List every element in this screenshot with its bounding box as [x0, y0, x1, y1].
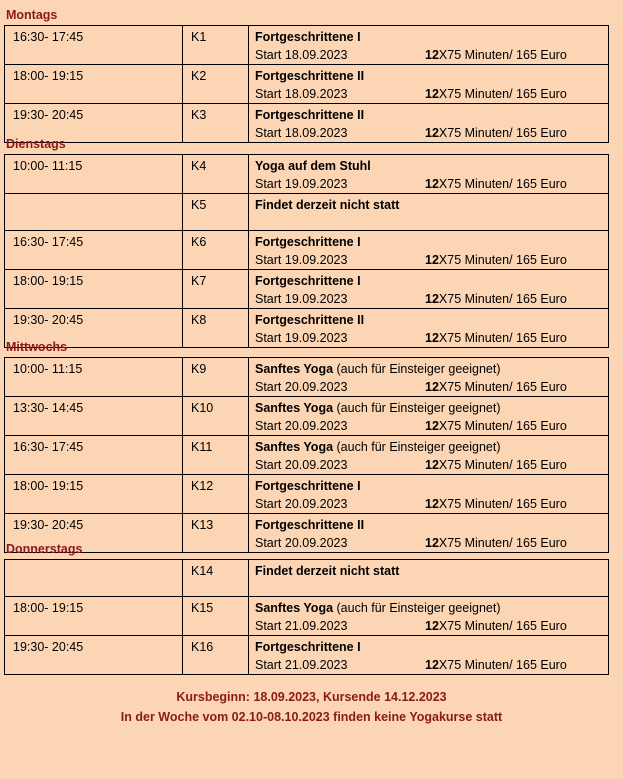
schedule-table-dienstags: [4, 154, 609, 348]
course-code: K6: [183, 231, 249, 270]
session-count: 12: [425, 458, 439, 472]
table-row: [5, 597, 609, 636]
course-code: K8: [183, 309, 249, 348]
course-desc: [249, 514, 609, 553]
course-title: Fortgeschrittene I: [255, 30, 361, 44]
price-text: X75 Minuten/ 165 Euro: [438, 87, 567, 101]
session-count: 12: [425, 380, 439, 394]
course-code: K2: [183, 65, 249, 104]
course-desc: [249, 270, 609, 309]
session-count: 12: [425, 536, 439, 550]
table-row: [5, 358, 609, 397]
course-code: K12: [183, 475, 249, 514]
course-code: K11: [183, 436, 249, 475]
start-date: Start 19.09.2023: [255, 253, 348, 267]
course-desc: [249, 475, 609, 514]
start-date: Start 20.09.2023: [255, 419, 348, 433]
price-text: X75 Minuten/ 165 Euro: [438, 292, 567, 306]
course-note: (auch für Einsteiger geeignet): [333, 401, 501, 415]
table-row: [5, 231, 609, 270]
session-count: 12: [425, 292, 439, 306]
time-cell: 19:30- 20:45: [5, 309, 183, 348]
start-date: Start 18.09.2023: [255, 87, 348, 101]
course-code: K9: [183, 358, 249, 397]
course-desc: [249, 65, 609, 104]
course-title: Fortgeschrittene II: [255, 313, 365, 327]
course-desc: [249, 104, 609, 143]
time-cell: [5, 560, 183, 597]
price-text: X75 Minuten/ 165 Euro: [438, 126, 567, 140]
session-count: 12: [425, 619, 439, 633]
course-code: K13: [183, 514, 249, 553]
course-note: (auch für Einsteiger geeignet): [333, 601, 501, 615]
course-title: Fortgeschrittene II: [255, 108, 365, 122]
start-date: Start 20.09.2023: [255, 380, 348, 394]
day-heading-dienstags: Dienstags: [6, 137, 66, 151]
price-text: X75 Minuten/ 165 Euro: [438, 458, 567, 472]
start-date: Start 19.09.2023: [255, 177, 348, 191]
course-desc: [249, 155, 609, 194]
course-title: Sanftes Yoga: [255, 601, 334, 615]
table-row: [5, 514, 609, 553]
day-heading-mittwochs: Mittwochs: [6, 340, 68, 354]
time-cell: 19:30- 20:45: [5, 104, 183, 143]
time-cell: 16:30- 17:45: [5, 436, 183, 475]
course-title: Sanftes Yoga: [255, 440, 334, 454]
table-row: [5, 65, 609, 104]
time-cell: 10:00- 11:15: [5, 358, 183, 397]
table-row: [5, 636, 609, 675]
course-note: (auch für Einsteiger geeignet): [333, 362, 501, 376]
course-title: Findet derzeit nicht statt: [255, 564, 400, 578]
start-date: Start 21.09.2023: [255, 658, 348, 672]
course-desc: [249, 358, 609, 397]
start-date: Start 20.09.2023: [255, 458, 348, 472]
session-count: 12: [425, 126, 439, 140]
start-date: Start 21.09.2023: [255, 619, 348, 633]
table-row: [5, 104, 609, 143]
price-text: X75 Minuten/ 165 Euro: [438, 331, 567, 345]
course-code: K4: [183, 155, 249, 194]
course-desc: [249, 560, 609, 597]
price-text: X75 Minuten/ 165 Euro: [438, 419, 567, 433]
session-count: 12: [425, 48, 439, 62]
course-title: Fortgeschrittene II: [255, 69, 365, 83]
course-title: Fortgeschrittene I: [255, 640, 361, 654]
start-date: Start 18.09.2023: [255, 126, 348, 140]
no-classes-note: In der Woche vom 02.10-08.10.2023 finden keine Yogakurse statt: [120, 710, 503, 724]
course-desc: [249, 231, 609, 270]
session-count: 12: [425, 87, 439, 101]
session-count: 12: [425, 177, 439, 191]
course-desc: [249, 309, 609, 348]
course-desc: [249, 397, 609, 436]
course-desc: [249, 194, 609, 231]
time-cell: 19:30- 20:45: [5, 514, 183, 553]
course-period-note: Kursbeginn: 18.09.2023, Kursende 14.12.2023: [176, 690, 447, 704]
course-code: K3: [183, 104, 249, 143]
table-row: [5, 155, 609, 194]
time-cell: [5, 194, 183, 231]
table-row: [5, 436, 609, 475]
time-cell: 10:00- 11:15: [5, 155, 183, 194]
price-text: X75 Minuten/ 165 Euro: [438, 497, 567, 511]
price-text: X75 Minuten/ 165 Euro: [438, 177, 567, 191]
session-count: 12: [425, 419, 439, 433]
course-title: Fortgeschrittene II: [255, 518, 365, 532]
start-date: Start 20.09.2023: [255, 497, 348, 511]
price-text: X75 Minuten/ 165 Euro: [438, 380, 567, 394]
time-cell: 18:00- 19:15: [5, 475, 183, 514]
table-row: [5, 309, 609, 348]
course-title: Sanftes Yoga: [255, 362, 334, 376]
price-text: X75 Minuten/ 165 Euro: [438, 619, 567, 633]
table-row: [5, 26, 609, 65]
time-cell: 18:00- 19:15: [5, 65, 183, 104]
time-cell: 16:30- 17:45: [5, 26, 183, 65]
time-cell: 18:00- 19:15: [5, 270, 183, 309]
session-count: 12: [425, 658, 439, 672]
time-cell: 13:30- 14:45: [5, 397, 183, 436]
schedule-table-montags: [4, 25, 609, 143]
course-note: (auch für Einsteiger geeignet): [333, 440, 501, 454]
table-row: [5, 270, 609, 309]
day-heading-donnerstags: Donnerstags: [6, 542, 83, 556]
course-title: Fortgeschrittene I: [255, 479, 361, 493]
table-row: [5, 397, 609, 436]
start-date: Start 20.09.2023: [255, 536, 348, 550]
time-cell: 19:30- 20:45: [5, 636, 183, 675]
session-count: 12: [425, 331, 439, 345]
start-date: Start 19.09.2023: [255, 292, 348, 306]
course-code: K16: [183, 636, 249, 675]
schedule-table-donnerstags: [4, 559, 609, 675]
course-code: K15: [183, 597, 249, 636]
course-code: K7: [183, 270, 249, 309]
time-cell: 18:00- 19:15: [5, 597, 183, 636]
course-title: Findet derzeit nicht statt: [255, 198, 400, 212]
course-code: K1: [183, 26, 249, 65]
session-count: 12: [425, 497, 439, 511]
price-text: X75 Minuten/ 165 Euro: [438, 48, 567, 62]
start-date: Start 19.09.2023: [255, 331, 348, 345]
course-title: Fortgeschrittene I: [255, 274, 361, 288]
course-desc: [249, 436, 609, 475]
price-text: X75 Minuten/ 165 Euro: [438, 536, 567, 550]
table-row: [5, 194, 609, 231]
session-count: 12: [425, 253, 439, 267]
course-desc: [249, 636, 609, 675]
price-text: X75 Minuten/ 165 Euro: [438, 253, 567, 267]
course-title: Fortgeschrittene I: [255, 235, 361, 249]
schedule-table-mittwochs: [4, 357, 609, 553]
price-text: X75 Minuten/ 165 Euro: [438, 658, 567, 672]
course-code: K5: [183, 194, 249, 231]
day-heading-montags: Montags: [6, 8, 58, 22]
time-cell: 16:30- 17:45: [5, 231, 183, 270]
course-desc: [249, 26, 609, 65]
table-row: [5, 475, 609, 514]
table-row: [5, 560, 609, 597]
course-desc: [249, 597, 609, 636]
start-date: Start 18.09.2023: [255, 48, 348, 62]
course-title: Yoga auf dem Stuhl: [255, 159, 371, 173]
course-code: K14: [183, 560, 249, 597]
course-code: K10: [183, 397, 249, 436]
course-title: Sanftes Yoga: [255, 401, 334, 415]
